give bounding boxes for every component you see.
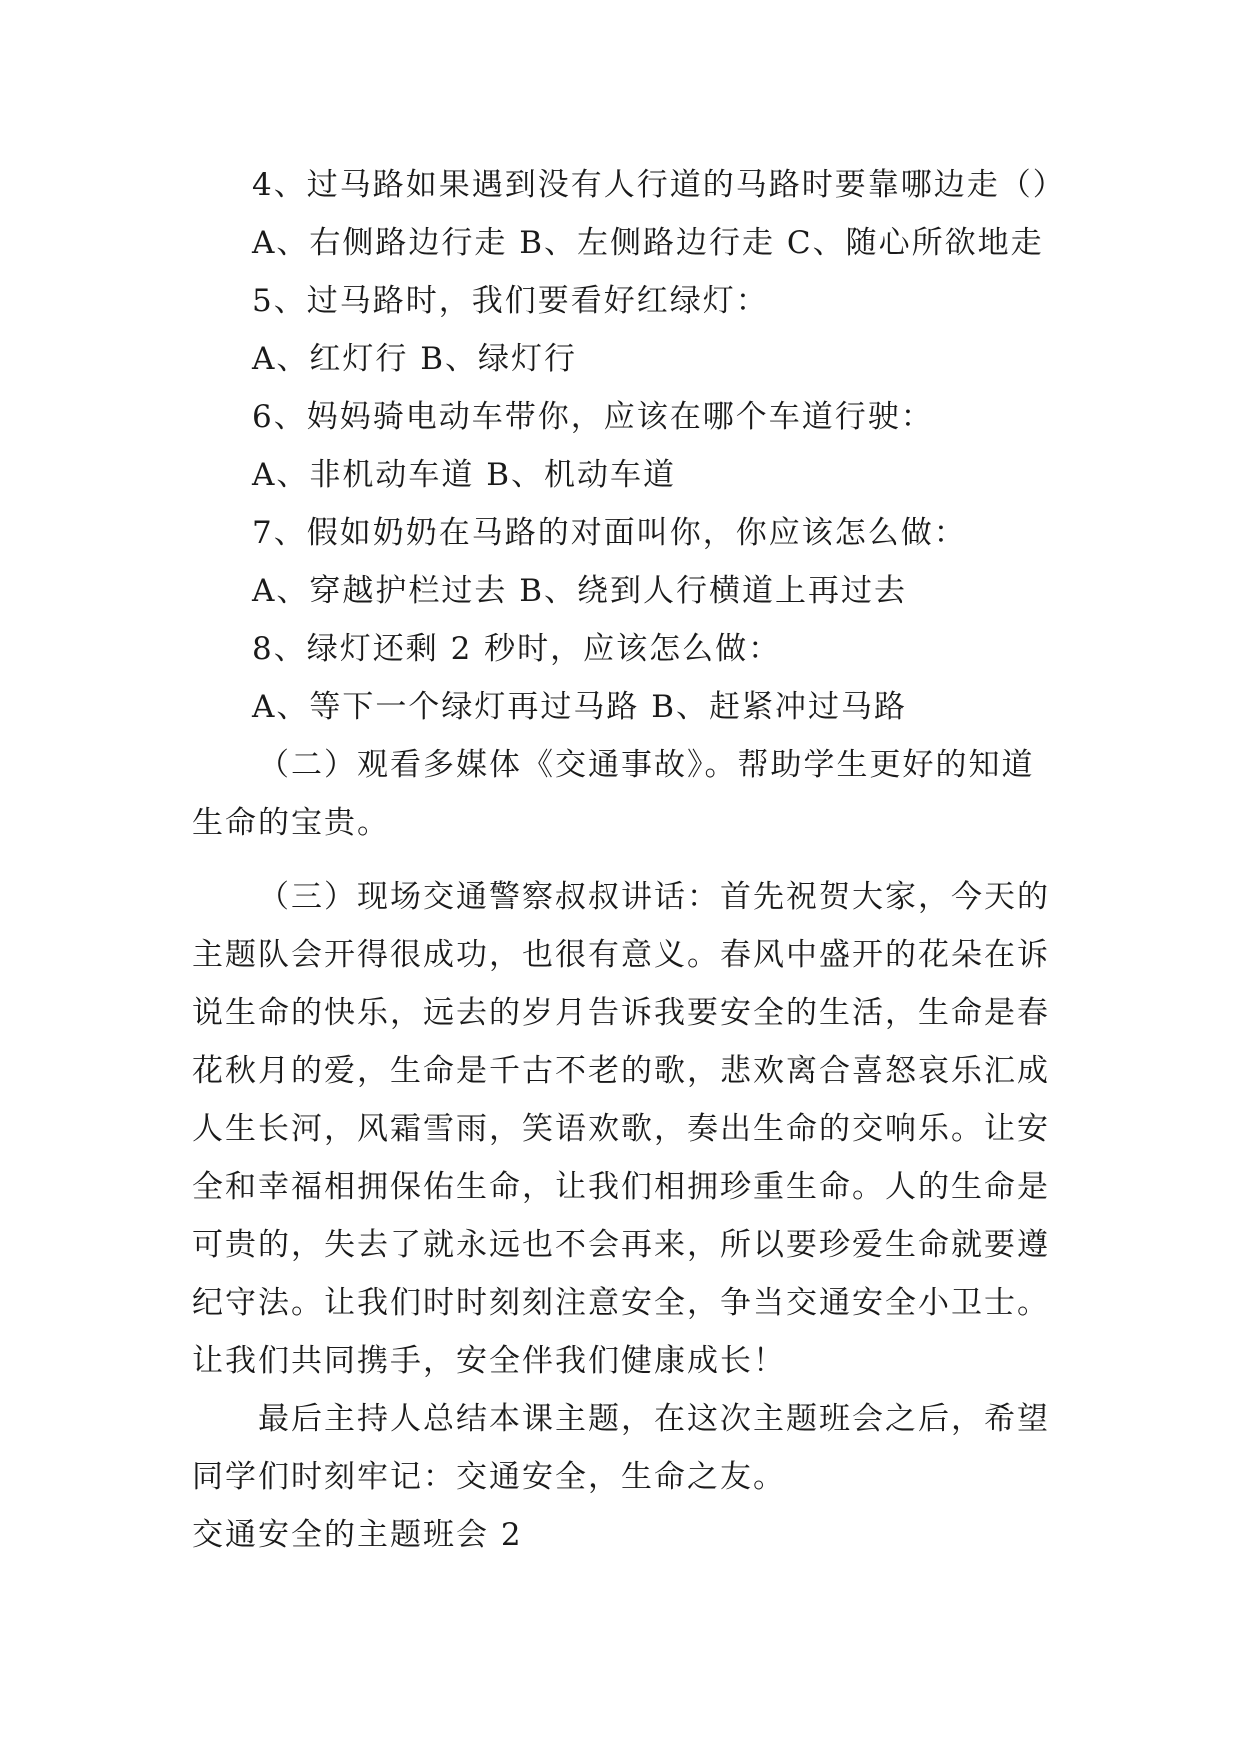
question-8-options: A、等下一个绿灯再过马路 B、赶紧冲过马路: [252, 689, 908, 725]
summary-line: 最后主持人总结本课主题，在这次主题班会之后，希望: [258, 1401, 1050, 1437]
question-4-options: A、右侧路边行走 B、左侧路边行走 C、随心所欲地走: [252, 225, 1044, 261]
section-3-line: 纪守法。让我们时时刻刻注意安全，争当交通安全小卫士。: [192, 1285, 1050, 1321]
summary-line: 同学们时刻牢记：交通安全，生命之友。: [192, 1459, 786, 1495]
section-3-line: 说生命的快乐，远去的岁月告诉我要安全的生活，生命是春: [192, 995, 1050, 1031]
section-3-line: 可贵的，失去了就永远也不会再来，所以要珍爱生命就要遵: [192, 1227, 1050, 1263]
question-7-options: A、穿越护栏过去 B、绕到人行横道上再过去: [252, 573, 908, 609]
section-3-line: 让我们共同携手，安全伴我们健康成长！: [192, 1343, 786, 1379]
question-6-options: A、非机动车道 B、机动车道: [252, 457, 677, 493]
section-3-line: 全和幸福相拥保佑生命，让我们相拥珍重生命。人的生命是: [192, 1169, 1050, 1205]
question-4: 4、过马路如果遇到没有人行道的马路时要靠哪边走（）: [252, 167, 1066, 203]
question-6: 6、妈妈骑电动车带你，应该在哪个车道行驶：: [252, 399, 934, 435]
section-2-line: 生命的宝贵。: [192, 805, 390, 841]
section-3-line: 人生长河，风霜雪雨，笑语欢歌，奏出生命的交响乐。让安: [192, 1111, 1050, 1147]
section-heading: 交通安全的主题班会 2: [192, 1517, 523, 1553]
section-3-line: 花秋月的爱，生命是千古不老的歌，悲欢离合喜怒哀乐汇成: [192, 1053, 1050, 1089]
question-5: 5、过马路时，我们要看好红绿灯：: [252, 283, 769, 319]
section-2-line: （二）观看多媒体《交通事故》。帮助学生更好的知道: [258, 747, 1035, 783]
section-3-line: （三）现场交通警察叔叔讲话：首先祝贺大家，今天的: [258, 879, 1050, 915]
question-8: 8、绿灯还剩 2 秒时，应该怎么做：: [252, 631, 782, 667]
question-5-options: A、红灯行 B、绿灯行: [252, 341, 578, 377]
question-7: 7、假如奶奶在马路的对面叫你，你应该怎么做：: [252, 515, 967, 551]
section-3-line: 主题队会开得很成功，也很有意义。春风中盛开的花朵在诉: [192, 937, 1050, 973]
